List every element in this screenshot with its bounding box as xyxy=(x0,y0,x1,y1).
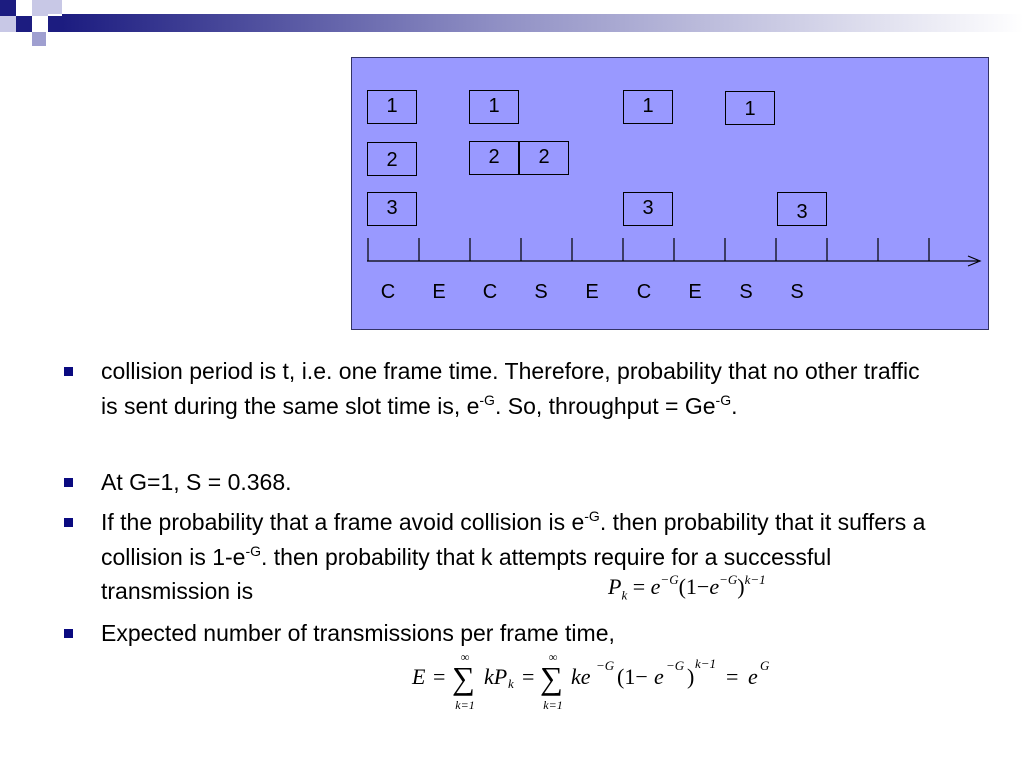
frame-2: 2 xyxy=(367,142,417,176)
slot-label: C xyxy=(482,281,498,303)
header-gradient-bar xyxy=(0,0,1024,46)
slot-label: S xyxy=(534,281,548,303)
bullet-text-throughput-value: At G=1, S = 0.368. xyxy=(101,469,292,495)
bullet-text-expected-transmissions: Expected number of transmissions per frame time, xyxy=(101,620,615,646)
slot-label: E xyxy=(432,281,446,303)
slot-label: E xyxy=(688,281,702,303)
frame-2: 2 xyxy=(519,141,569,175)
slot-label: S xyxy=(790,281,804,303)
frame-3: 3 xyxy=(777,192,827,226)
bullet-text-collision-period: collision period is t, i.e. one frame time. Therefore, probability that no other traffic is sent during the same slot time is, $e^{-G}$. So, throughput = $Ge^{-G}$. xyxy=(101,358,920,419)
frame-1: 1 xyxy=(469,90,519,124)
bullet-marker xyxy=(64,367,73,376)
slot-label: C xyxy=(380,281,396,303)
formula-expected-e: E = ∞ ∑ k=1 kP k = ∞ ∑ k=1 ke −G (1− e −G ) k−1 = e G xyxy=(412,650,770,712)
bullet-text-collision-probability: If the probability that a frame avoid collision is $e^{-G}$. then probability that it suffers a collision is $1-e^{-G}$. then probability that k attempts require for a successful transmission is xyxy=(101,508,926,604)
time-axis xyxy=(352,228,990,268)
slot-label: E xyxy=(585,281,599,303)
frame-1: 1 xyxy=(623,90,673,124)
frame-1: 1 xyxy=(725,91,775,125)
frame-3: 3 xyxy=(623,192,673,226)
frame-1: 1 xyxy=(367,90,417,124)
slotted-aloha-diagram xyxy=(351,57,989,330)
slot-label: C xyxy=(636,281,652,303)
frame-2: 2 xyxy=(469,141,519,175)
slot-label: S xyxy=(739,281,753,303)
bullet-marker xyxy=(64,629,73,638)
bullet-marker xyxy=(64,518,73,527)
frame-3: 3 xyxy=(367,192,417,226)
formula-pk: $P_k = e^{-G}(1-e^{-G})^{k-1}$ xyxy=(608,572,766,603)
bullet-marker xyxy=(64,478,73,487)
